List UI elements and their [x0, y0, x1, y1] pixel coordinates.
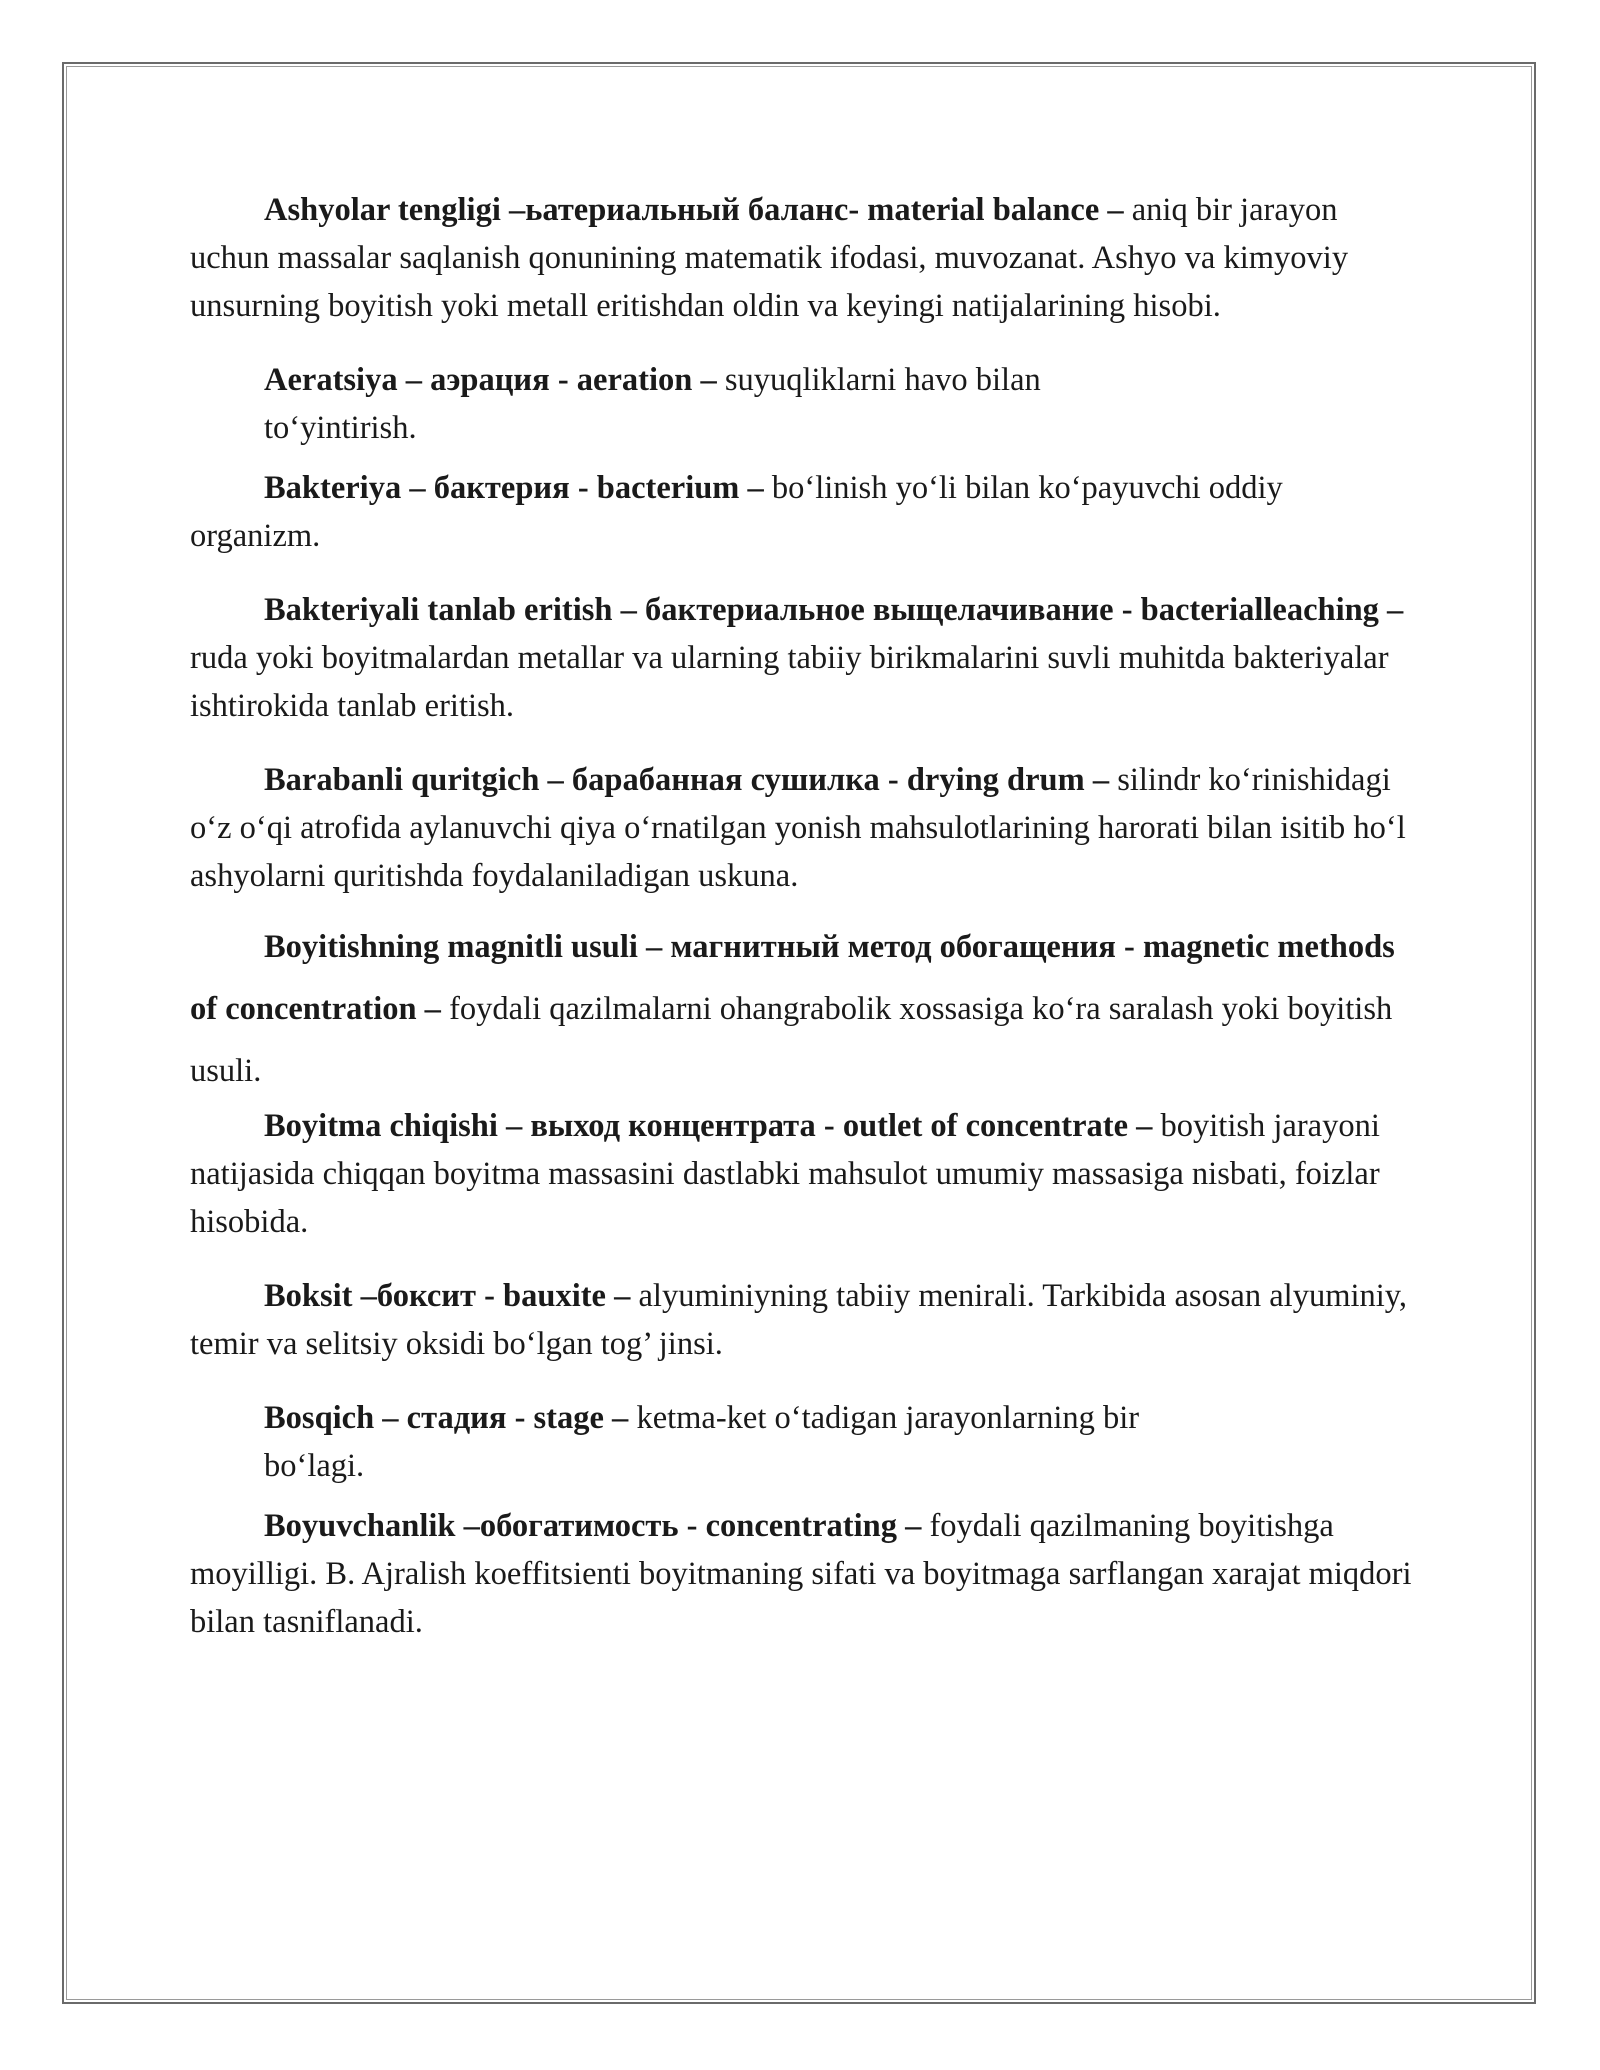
glossary-body — [190, 186, 1420, 1646]
entry-definition: aniq bir jarayon uchun massalar saqlanish qonunining matematik ifodasi, muvozanat. Ashyo va kimyoviy unsurning boyitish yoki metall eritishdan oldin va keyingi natijalarining hisobi. — [190, 192, 1349, 324]
glossary-entry — [190, 1102, 1420, 1246]
entry-definition: silindr ko‘rinishidagi o‘z o‘qi atrofida aylanuvchi qiya o‘rnatilgan yonish mahsulotlarining harorati bilan isitib ho‘l ashyolarni quritishda foydalaniladigan uskuna. — [190, 762, 1406, 894]
glossary-entry — [190, 1502, 1420, 1646]
entry-term: Boksit –боксит - bauxite – — [264, 1278, 631, 1314]
glossary-entry — [190, 916, 1420, 1102]
entry-definition: suyuqliklarni havo bilan to‘yintirish. — [264, 362, 1041, 446]
entry-term: Boyitma chiqishi – выход концентрата - outlet of concentrate – — [264, 1108, 1153, 1144]
entry-definition: ketma-ket o‘tadigan jarayonlarning bir bo‘lagi. — [264, 1400, 1140, 1484]
entry-term: Boyuvchanlik –обогатимость - concentrating – — [264, 1508, 922, 1544]
entry-term: Bakteriyali tanlab eritish – бактериальное выщелачивание - bacterialleaching – — [264, 592, 1404, 628]
entry-term: Bosqich – стадия - stage – — [264, 1400, 629, 1436]
glossary-entry — [190, 356, 1194, 452]
entry-term: Ashyolar tengligi –ьатериальный баланс- material balance – — [264, 192, 1124, 228]
entry-term: Aeratsiya – аэрация - aeration – — [264, 362, 717, 398]
entry-definition: boyitish jarayoni natijasida chiqqan boyitma massasini dastlabki mahsulot umumiy massasiga nisbati, foizlar hisobida. — [190, 1108, 1380, 1240]
entry-term: Boyitishning magnitli usuli – магнитный метод обогащения - magnetic methods of concentration – — [190, 929, 1395, 1027]
glossary-entry — [190, 586, 1420, 730]
entry-definition: bo‘linish yo‘li bilan ko‘payuvchi oddiy organizm. — [190, 470, 1283, 554]
glossary-entry — [190, 1394, 1194, 1490]
entry-definition: alyuminiyning tabiiy menirali. Tarkibida asosan alyuminiy, temir va selitsiy oksidi bo‘lgan tog’ jinsi. — [190, 1278, 1408, 1362]
glossary-entry — [190, 464, 1420, 560]
entry-definition: ruda yoki boyitmalardan metallar va ularning tabiiy birikmalarini suvli muhitda bakteriyalar ishtirokida tanlab eritish. — [190, 640, 1389, 724]
glossary-entry — [190, 186, 1420, 330]
entry-term: Barabanli quritgich – барабанная сушилка - drying drum – — [264, 762, 1110, 798]
entry-definition: foydali qazilmalarni ohangrabolik xossasiga ko‘ra saralash yoki boyitish usuli. — [190, 991, 1393, 1089]
glossary-entry — [190, 1272, 1420, 1368]
glossary-entry — [190, 756, 1420, 900]
entry-term: Bakteriya – бактерия - bacterium – — [264, 470, 764, 506]
entry-definition: foydali qazilmaning boyitishga moyilligi. B. Ajralish koeffitsienti boyitmaning sifati va boyitmaga sarflangan xarajat miqdori bilan tasniflanadi. — [190, 1508, 1412, 1640]
